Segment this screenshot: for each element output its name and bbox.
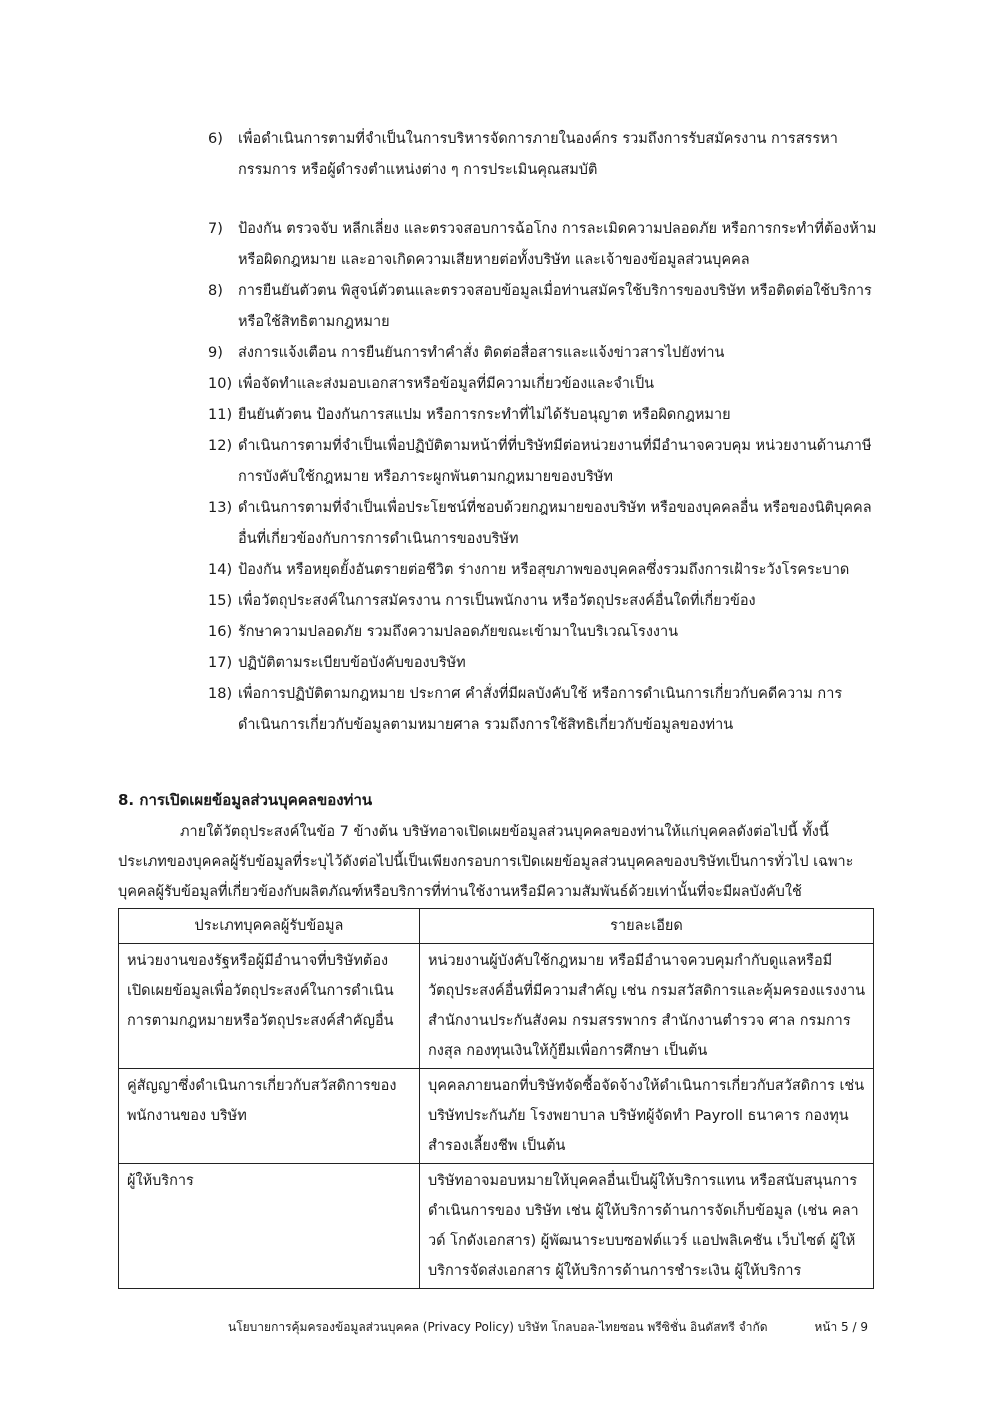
column-header-type: ประเภทบุคคลผู้รับข้อมูล [119, 909, 420, 944]
list-text: ปฏิบัติตามระเบียบข้อบังคับของบริษัท [238, 655, 466, 671]
recipient-detail-cell: บริษัทอาจมอบหมายให้บุคคลอื่นเป็นผู้ให้บริการแทน หรือสนับสนุนการดำเนินการของ บริษัท เช่น ผู้ให้บริการด้านการจัดเก็บข้อมูล (เช่น คลาวด์ โกดังเอกสาร) ผู้พัฒนาระบบซอฟต์แวร์ แอปพลิเคชัน เว็บไซต์ ผู้ให้บริการจัดส่งเอกสาร ผู้ให้บริการด้านการชำระเงิน ผู้ให้บริการ [420, 1164, 874, 1289]
list-number: 18) [208, 686, 233, 702]
list-text: รักษาความปลอดภัย รวมถึงความปลอดภัยขณะเข้ามาในบริเวณโรงงาน [238, 624, 679, 640]
table-row [119, 1069, 874, 1164]
list-number: 11) [208, 407, 233, 423]
list-text: เพื่อจัดทำและส่งมอบเอกสารหรือข้อมูลที่มีความเกี่ยวข้องและจำเป็น [238, 376, 655, 392]
list-number: 9) [208, 345, 223, 361]
list-text: ดำเนินการตามที่จำเป็นเพื่อปฏิบัติตามหน้าที่ที่บริษัทมีต่อหน่วยงานที่มีอำนาจควบคุม หน่วยงานด้านภาษี การบังคับใช้กฎหมาย หรือภาระผูกพันตามกฎหมายของบริษัท [238, 438, 872, 485]
list-item [208, 276, 878, 338]
purpose-list [208, 124, 878, 741]
list-text: ป้องกัน หรือหยุดยั้งอันตรายต่อชีวิต ร่างกาย หรือสุขภาพของบุคคลซึ่งรวมถึงการเฝ้าระวังโรคระบาด [238, 562, 850, 578]
list-number: 7) [208, 221, 223, 237]
disclosure-section [118, 785, 878, 907]
column-header-detail: รายละเอียด [420, 909, 874, 944]
list-number: 15) [208, 593, 233, 609]
recipient-detail-cell: หน่วยงานผู้บังคับใช้กฎหมาย หรือมีอำนาจควบคุมกำกับดูแลหรือมีวัตถุประสงค์อื่นที่มีความสำคัญ เช่น กรมสวัสดิการและคุ้มครองแรงงาน สำนักงานประกันสังคม กรมสรรพากร สำนักงานตำรวจ ศาล กรมการกงสุล กองทุนเงินให้กู้ยืมเพื่อการศึกษา เป็นต้น [420, 944, 874, 1069]
list-number: 13) [208, 500, 233, 516]
list-number: 8) [208, 283, 223, 299]
list-item [208, 493, 878, 555]
recipient-type-cell: คู่สัญญาซึ่งดำเนินการเกี่ยวกับสวัสดิการของพนักงานของ บริษัท [119, 1069, 420, 1164]
recipient-type-cell: หน่วยงานของรัฐหรือผู้มีอำนาจที่บริษัทต้องเปิดเผยข้อมูลเพื่อวัตถุประสงค์ในการดำเนินการตามกฎหมายหรือวัตถุประสงค์สำคัญอื่น [119, 944, 420, 1069]
list-text: เพื่อวัตถุประสงค์ในการสมัครงาน การเป็นพนักงาน หรือวัตถุประสงค์อื่นใดที่เกี่ยวข้อง [238, 593, 756, 609]
recipient-type-cell: ผู้ให้บริการ [119, 1164, 420, 1289]
recipient-table [118, 908, 874, 1289]
list-item [208, 369, 878, 400]
list-number: 6) [208, 131, 223, 147]
list-text: การยืนยันตัวตน พิสูจน์ตัวตนและตรวจสอบข้อมูลเมื่อท่านสมัครใช้บริการของบริษัท หรือติดต่อใช้บริการหรือใช้สิทธิตามกฎหมาย [238, 283, 872, 330]
list-item [208, 400, 878, 431]
list-number: 14) [208, 562, 233, 578]
table-row [119, 944, 874, 1069]
list-item [208, 124, 878, 186]
list-text: ยืนยันตัวตน ป้องกันการสแปม หรือการกระทำที่ไม่ได้รับอนุญาต หรือผิดกฎหมาย [238, 407, 731, 423]
list-number: 17) [208, 655, 233, 671]
list-number: 10) [208, 376, 233, 392]
section-intro: ภายใต้วัตถุประสงค์ในข้อ 7 ข้างต้น บริษัทอาจเปิดเผยข้อมูลส่วนบุคคลของท่านให้แก่บุคคลดังต่อไปนี้ ทั้งนี้ ประเภทของบุคคลผู้รับข้อมูลที่ระบุไว้ดังต่อไปนี้เป็นเพียงกรอบการเปิดเผยข้อมูลส่วนบุคคลของบริษัทเป็นการทั่วไป เฉพาะบุคคลผู้รับข้อมูลที่เกี่ยวข้องกับผลิตภัณฑ์หรือบริการที่ท่านใช้งานหรือมีความสัมพันธ์ด้วยเท่านั้นที่จะมีผลบังคับใช้ [118, 824, 854, 900]
list-item [208, 431, 878, 493]
section-heading: 8. การเปิดเผยข้อมูลส่วนบุคคลของท่าน [118, 791, 373, 809]
footer-document-title: นโยบายการคุ้มครองข้อมูลส่วนบุคคล (Privacy Policy) บริษัท โกลบอล-ไทยซอน พรีซิชั่น อินดัสทรี จำกัด [228, 1320, 768, 1334]
list-text: เพื่อการปฏิบัติตามกฎหมาย ประกาศ คำสั่งที่มีผลบังคับใช้ หรือการดำเนินการเกี่ยวกับคดีความ การดำเนินการเกี่ยวกับข้อมูลตามหมายศาล รวมถึงการใช้สิทธิเกี่ยวกับข้อมูลของท่าน [238, 686, 843, 733]
list-item [208, 679, 878, 741]
list-text: ป้องกัน ตรวจจับ หลีกเลี่ยง และตรวจสอบการฉ้อโกง การละเมิดความปลอดภัย หรือการกระทำที่ต้องห้าม หรือผิดกฎหมาย และอาจเกิดความเสียหายต่อทั้งบริษัท และเจ้าของข้อมูลส่วนบุคคล [238, 221, 877, 268]
list-item [208, 617, 878, 648]
list-item [208, 648, 878, 679]
list-item [208, 214, 878, 276]
list-item [208, 338, 878, 369]
recipient-detail-cell: บุคคลภายนอกที่บริษัทจัดซื้อจัดจ้างให้ดำเนินการเกี่ยวกับสวัสดิการ เช่น บริษัทประกันภัย โรงพยาบาล บริษัทผู้จัดทำ Payroll ธนาคาร กองทุนสำรองเลี้ยงชีพ เป็นต้น [420, 1069, 874, 1164]
list-number: 16) [208, 624, 233, 640]
page-footer [228, 1318, 868, 1337]
list-number: 12) [208, 438, 233, 454]
table-row [119, 1164, 874, 1289]
page-number: หน้า 5 / 9 [814, 1320, 868, 1334]
list-item [208, 555, 878, 586]
list-text: ดำเนินการตามที่จำเป็นเพื่อประโยชน์ที่ชอบด้วยกฎหมายของบริษัท หรือของบุคคลอื่น หรือของนิติบุคคลอื่นที่เกี่ยวข้องกับการการดำเนินการของบริษัท [238, 500, 872, 547]
table-header-row [119, 909, 874, 944]
list-item [208, 586, 878, 617]
list-text: เพื่อดำเนินการตามที่จำเป็นในการบริหารจัดการภายในองค์กร รวมถึงการรับสมัครงาน การสรรหากรรมการ หรือผู้ดำรงตำแหน่งต่าง ๆ การประเมินคุณสมบัติ [238, 131, 838, 178]
list-text: ส่งการแจ้งเตือน การยืนยันการทำคำสั่ง ติดต่อสื่อสารและแจ้งข่าวสารไปยังท่าน [238, 345, 725, 361]
